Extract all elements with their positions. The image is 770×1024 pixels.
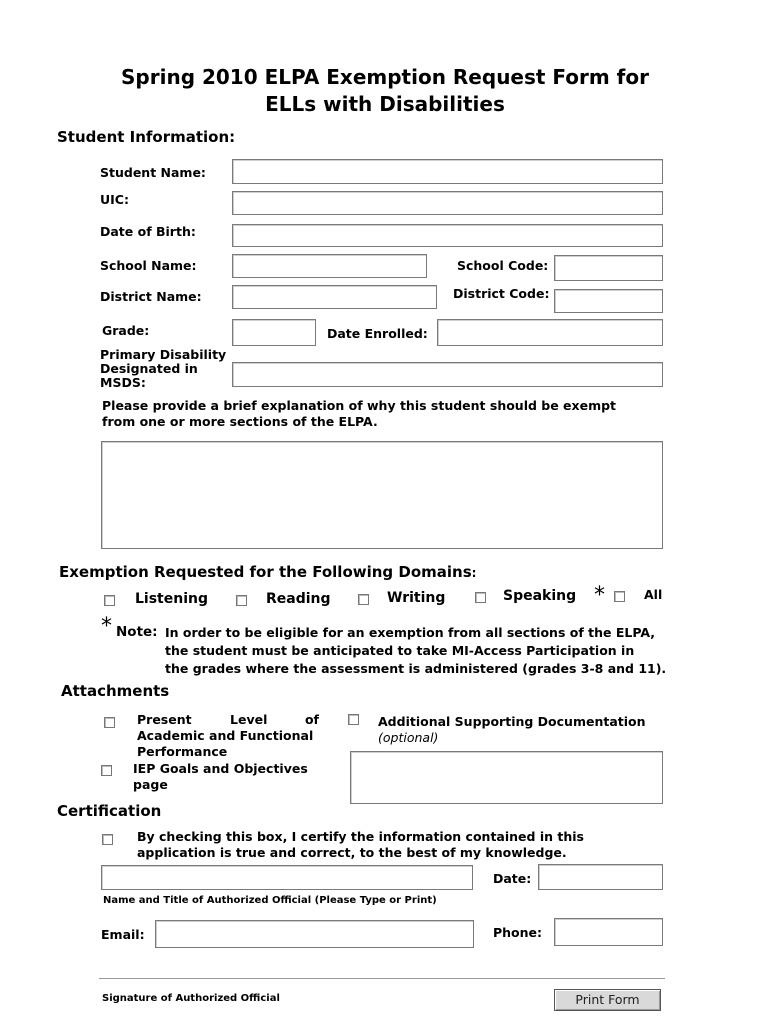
all-asterisk: * [594,583,605,608]
present-level-checkbox[interactable] [104,717,115,728]
present-level-word-3: of [304,712,319,727]
primary-disability-field[interactable] [232,362,663,387]
speaking-checkbox[interactable] [475,592,486,603]
official-name-title-field[interactable] [101,865,473,890]
reading-label: Reading [266,591,331,607]
school-code-label: School Code: [457,258,549,273]
certify-statement-line-2: application is true and correct, to the best of my knowledge. [137,845,567,860]
note-text-line-2: the student must be anticipated to take MI-Access Participation in [165,643,635,658]
primary-disability-label-line-1: Primary Disability [100,347,227,362]
present-level-word-1: Present [137,712,192,727]
signature-line [99,978,665,979]
present-level-line-2: Academic and Functional [137,728,314,743]
additional-docs-label [378,714,646,746]
note-label: Note: [116,624,158,640]
date-enrolled-label: Date Enrolled: [327,326,428,341]
attachments-heading: Attachments [61,682,170,700]
grade-label: Grade: [102,323,150,338]
date-label: Date: [493,871,532,886]
primary-disability-label [100,348,226,390]
date-enrolled-field[interactable] [437,319,663,346]
present-level-word-2: Level [230,712,268,727]
primary-disability-label-line-2: Designated in [100,361,198,376]
email-field[interactable] [155,920,474,948]
iep-label [133,761,308,793]
note-text [165,624,666,678]
reading-checkbox[interactable] [236,595,247,606]
dob-field[interactable] [232,224,663,247]
domains-heading [59,563,476,581]
iep-checkbox[interactable] [101,765,112,776]
dob-label: Date of Birth: [100,224,196,239]
phone-label: Phone: [493,925,543,940]
all-checkbox[interactable] [614,591,625,602]
speaking-label: Speaking [503,588,577,604]
iep-label-line-2: page [133,777,168,792]
form-title-line-1: Spring 2010 ELPA Exemption Request Form for [121,65,649,89]
school-name-label: School Name: [100,258,197,273]
district-name-label: District Name: [100,289,202,304]
district-name-field[interactable] [232,285,437,309]
additional-docs-optional: (optional) [378,730,439,745]
additional-docs-field[interactable] [350,751,663,804]
phone-field[interactable] [554,918,663,946]
student-info-heading: Student Information: [57,128,236,146]
district-code-field[interactable] [554,289,663,313]
writing-label: Writing [387,590,446,606]
uic-label: UIC: [100,192,129,207]
form-title-line-2: ELLs with Disabilities [265,92,505,116]
writing-checkbox[interactable] [358,594,369,605]
student-name-field[interactable] [232,159,663,184]
listening-checkbox[interactable] [104,595,115,606]
district-code-label: District Code: [453,286,550,301]
additional-docs-checkbox[interactable] [348,714,359,725]
note-text-line-3: the grades where the assessment is administered (grades 3-8 and 11). [165,661,667,676]
explanation-prompt-line-1: Please provide a brief explanation of why this student should be exempt [102,398,617,413]
present-level-line-1 [137,712,319,728]
note-text-line-1: In order to be eligible for an exemption from all sections of the ELPA, [165,625,655,640]
email-label: Email: [101,927,145,942]
uic-field[interactable] [232,191,663,215]
explanation-textarea[interactable] [101,441,663,549]
grade-field[interactable] [232,319,316,346]
domains-heading-text: Exemption Requested for the Following Domains [59,563,472,581]
signature-label: Signature of Authorized Official [102,993,280,1004]
additional-docs-label-text: Additional Supporting Documentation [378,714,646,729]
certify-checkbox[interactable] [102,834,113,845]
student-name-label: Student Name: [100,165,206,180]
school-code-field[interactable] [554,255,663,281]
school-name-field[interactable] [232,254,427,278]
all-label: All [644,587,663,602]
official-name-title-label: Name and Title of Authorized Official (Please Type or Print) [103,895,437,906]
certify-statement [137,829,584,861]
domains-heading-colon: : [471,566,477,580]
explanation-prompt-line-2: from one or more sections of the ELPA. [102,414,378,429]
explanation-prompt [102,398,616,430]
certify-statement-line-1: By checking this box, I certify the information contained in this [137,829,584,844]
primary-disability-label-line-3: MSDS: [100,375,146,390]
listening-label: Listening [135,591,208,607]
present-level-line-3: Performance [137,744,228,759]
certification-heading: Certification [57,802,162,820]
cert-date-field[interactable] [538,864,663,890]
print-form-button[interactable]: Print Form [554,989,661,1011]
present-level-label [137,712,319,760]
iep-label-line-1: IEP Goals and Objectives [133,761,308,776]
note-asterisk: * [101,614,112,639]
